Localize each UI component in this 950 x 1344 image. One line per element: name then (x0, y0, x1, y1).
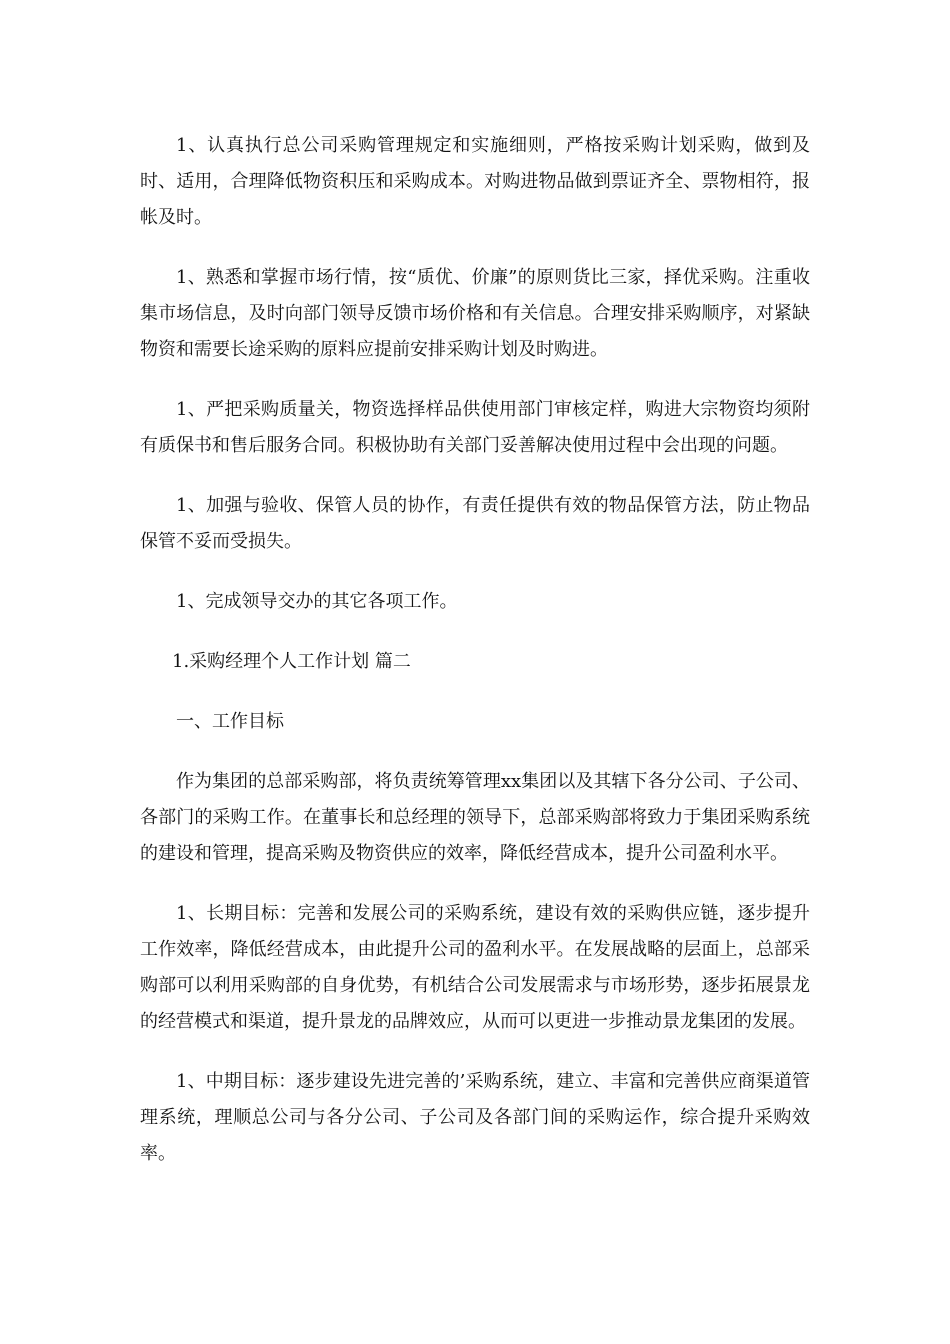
paragraph-other-tasks: 1、完成领导交办的其它各项工作。 (176, 591, 458, 612)
paragraph-procurement-rules: 1、认真执行总公司采购管理规定和实施细则，严格按采购计划采购，做到及时、适用，合理降低物资积压和采购成本。对购进物品做到票证齐全、票物相符，报帐及时。 (140, 135, 810, 228)
paragraph-mid-term-goal: 1、中期目标：逐步建设先进完善的’采购系统，建立、丰富和完善供应商渠道管理系统，理顺总公司与各分公司、子公司及各部门间的采购运作，综合提升采购效率。 (140, 1071, 810, 1164)
paragraph-intro: 作为集团的总部采购部，将负责统筹管理xx集团以及其辖下各分公司、子公司、各部门的采购工作。在董事长和总经理的领导下，总部采购部将致力于集团采购系统的建设和管理，提高采购及物资供应的效率，降低经营成本，提升公司盈利水平。 (140, 771, 810, 864)
document-page (140, 128, 810, 1196)
paragraph-storage-cooperation: 1、加强与验收、保管人员的协作，有责任提供有效的物品保管方法，防止物品保管不妥而受损失。 (140, 495, 810, 552)
paragraph-long-term-goal: 1、长期目标：完善和发展公司的采购系统，建设有效的采购供应链，逐步提升工作效率，降低经营成本，由此提升公司的盈利水平。在发展战略的层面上，总部采购部可以利用采购部的自身优势，有机结合公司发展需求与市场形势，逐步拓展景龙的经营模式和渠道，提升景龙的品牌效应，从而可以更进一步推动景龙集团的发展。 (140, 903, 810, 1032)
section-title: 1.采购经理个人工作计划 篇二 (172, 651, 411, 672)
paragraph-quality-control: 1、严把采购质量关，物资选择样品供使用部门审核定样，购进大宗物资均须附有质保书和售后服务合同。积极协助有关部门妥善解决使用过程中会出现的问题。 (140, 399, 810, 456)
subsection-title: 一、工作目标 (176, 711, 284, 732)
paragraph-market-info: 1、熟悉和掌握市场行情，按“质优、价廉”的原则货比三家，择优采购。注重收集市场信息，及时向部门领导反馈市场价格和有关信息。合理安排采购顺序，对紧缺物资和需要长途采购的原料应提前安排采购计划及时购进。 (140, 267, 810, 360)
